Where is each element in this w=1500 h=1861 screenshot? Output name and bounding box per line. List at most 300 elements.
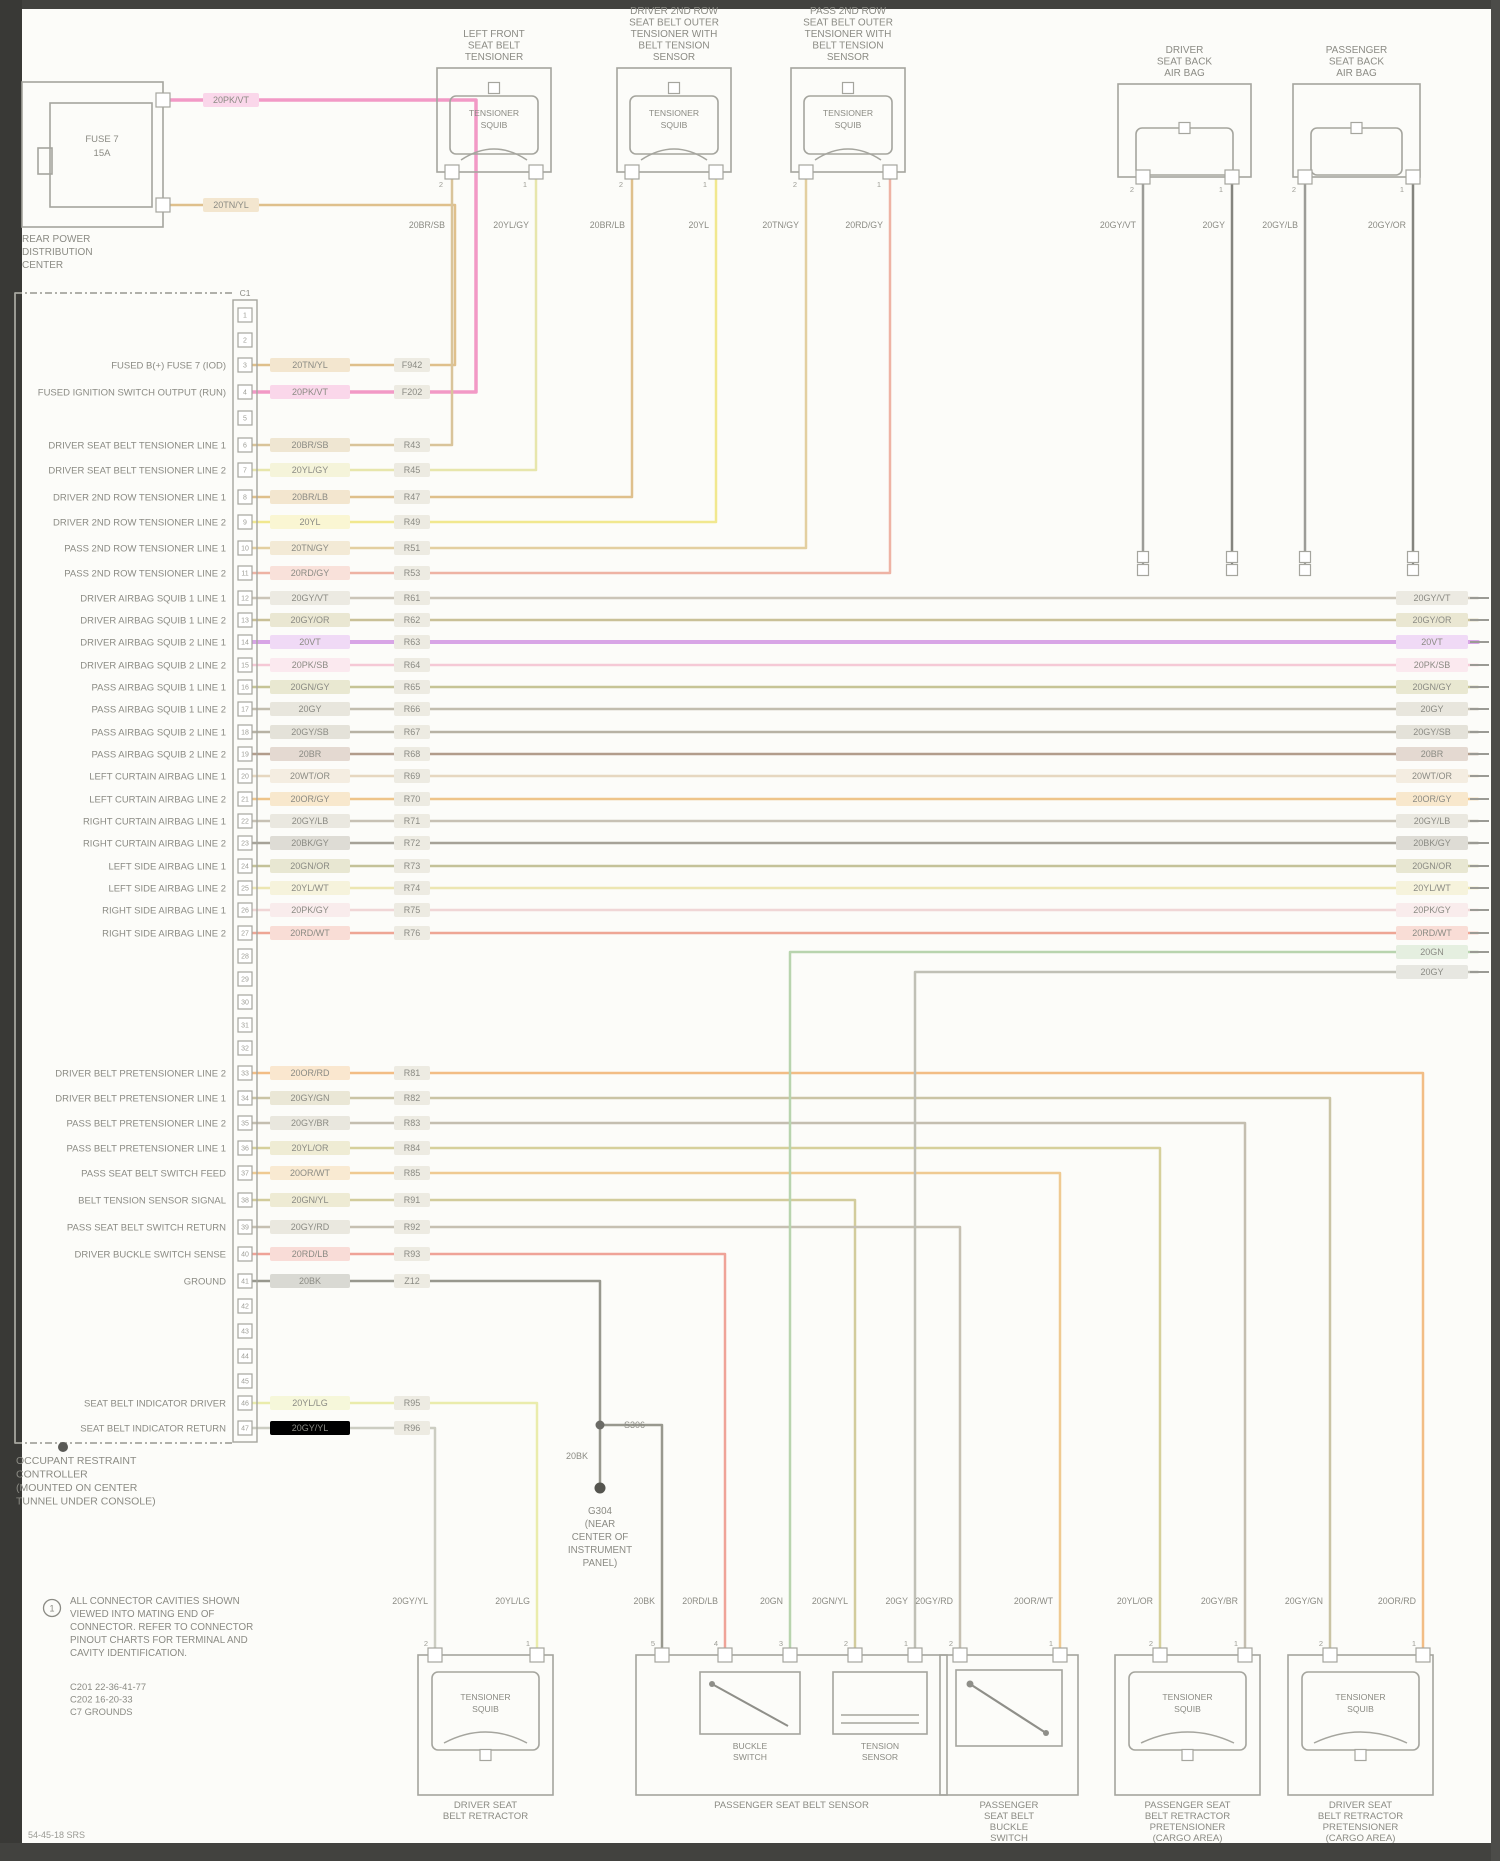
wire-code: 20GN <box>1420 947 1444 958</box>
wire-code: 20YL/GY <box>493 220 529 230</box>
connector-pin <box>625 165 639 179</box>
pin-number: 29 <box>241 976 249 984</box>
wire-code: 20GY/RD <box>915 1596 953 1606</box>
switch-contact <box>1043 1730 1049 1736</box>
pin-number: 28 <box>241 953 249 961</box>
pin-number: 2 <box>1148 1639 1153 1648</box>
connector-pin <box>480 1750 491 1761</box>
wire-code: 20BK/GY <box>291 838 329 849</box>
power-box-label: REAR POWER <box>22 234 91 245</box>
power-box-label: CENTER <box>22 260 64 271</box>
connector-pin <box>1227 552 1238 563</box>
splice-dot <box>596 1421 605 1430</box>
ground-dot <box>595 1483 606 1494</box>
pin-number: 2 <box>618 180 624 189</box>
wire-code: 20PK/GY <box>291 905 329 916</box>
wire-code: 20TN/YL <box>213 200 249 211</box>
component-title: SEAT BELT <box>467 40 521 52</box>
module-name: (MOUNTED ON CENTER <box>16 1482 138 1494</box>
connector-pin <box>1355 1750 1366 1761</box>
component-title: TENSIONER <box>464 52 524 63</box>
circuit-id: R82 <box>403 1093 421 1104</box>
pin-number: 1 <box>1399 185 1405 194</box>
wire-code: 20RD/WT <box>1412 928 1452 939</box>
circuit-id: R81 <box>403 1068 421 1079</box>
component-title: AIR BAG <box>1164 68 1205 79</box>
pin-function-label: PASS AIRBAG SQUIB 1 LINE 2 <box>91 704 226 716</box>
circuit-id: R43 <box>403 440 421 451</box>
pin-number: 3 <box>778 1639 783 1648</box>
circuit-id: Z12 <box>404 1276 420 1287</box>
connector-pin <box>428 1648 442 1662</box>
pin-number: 22 <box>241 818 249 826</box>
pin-function-label: RIGHT SIDE AIRBAG LINE 1 <box>102 905 226 917</box>
wire-code: 20YL/OR <box>1116 1596 1153 1606</box>
wire-code: 20GY <box>1420 967 1444 978</box>
wire-code: 20GY/LB <box>1262 220 1298 230</box>
pin-function-label: PASS 2ND ROW TENSIONER LINE 1 <box>64 543 226 555</box>
pin-number: 10 <box>241 545 249 553</box>
pin-number: 16 <box>241 684 249 692</box>
component-title: SEAT BELT OUTER <box>629 17 719 29</box>
diagram-label: TENSIONER <box>822 108 874 118</box>
connector-id: C1 <box>239 288 251 298</box>
wire-code: 20YL/OR <box>291 1143 329 1154</box>
component-title: PRETENSIONER <box>1322 1822 1399 1833</box>
component-title: (CARGO AREA) <box>1152 1833 1223 1844</box>
wire-code: 20GY/VT <box>291 593 329 604</box>
pin-number: 32 <box>241 1045 249 1053</box>
component-title: PASSENGER SEAT <box>1144 1800 1231 1811</box>
pin-number: 2 <box>843 1639 848 1648</box>
wire-code: 20YL/LG <box>495 1596 530 1606</box>
diagram-label: TENSIONER <box>460 1692 511 1702</box>
pin-number: 31 <box>241 1022 249 1030</box>
pin-number: 19 <box>241 751 249 759</box>
pin-number: 7 <box>243 467 247 475</box>
pin-number: 6 <box>243 442 247 450</box>
pin-function-label: LEFT SIDE AIRBAG LINE 2 <box>108 883 226 895</box>
connector-pin <box>1416 1648 1430 1662</box>
pin-number: 1 <box>1048 1639 1053 1648</box>
component-title: TENSIONER WITH <box>804 29 892 40</box>
wire-code: 20GY/OR <box>290 615 330 626</box>
pin-function-label: DRIVER AIRBAG SQUIB 1 LINE 1 <box>80 593 226 605</box>
pin-number: 1 <box>1411 1639 1416 1648</box>
connector-pin <box>530 1648 544 1662</box>
ground-label: CENTER OF <box>571 1532 629 1543</box>
wire-code: 20RD/GY <box>290 568 330 579</box>
connector-pin <box>1406 170 1420 184</box>
diagram-label: FUSE 7 <box>85 134 119 145</box>
wire-code: 20GY/SB <box>1413 727 1451 738</box>
wire-code: 20BK <box>633 1596 655 1606</box>
connector-pin <box>848 1648 862 1662</box>
component-title: BELT TENSION <box>812 40 884 52</box>
wire-code: 20GN/YL <box>291 1195 329 1206</box>
pin-number: 24 <box>241 863 249 871</box>
connector-pin <box>883 165 897 179</box>
pin-number: 21 <box>241 796 249 804</box>
circuit-id: R84 <box>403 1143 421 1154</box>
circuit-id: R47 <box>403 492 421 503</box>
circuit-id: R75 <box>403 905 421 916</box>
pin-function-label: SEAT BELT INDICATOR RETURN <box>80 1423 226 1435</box>
wire-code: 20BK <box>565 1451 588 1461</box>
wire-code: 20WT/OR <box>1411 771 1453 782</box>
connector-pin <box>1227 565 1238 576</box>
note-text: C202 16-20-33 <box>70 1693 133 1705</box>
component-title: SEAT BELT OUTER <box>803 17 893 29</box>
pin-number: 46 <box>241 1400 249 1408</box>
wire-code: 20YL/GY <box>291 465 329 476</box>
pin-function-label: LEFT SIDE AIRBAG LINE 1 <box>108 861 226 873</box>
connector-pin <box>156 198 170 212</box>
connector-pin <box>1182 1750 1193 1761</box>
component-title: PASSENGER SEAT BELT SENSOR <box>714 1800 869 1811</box>
connector-pin <box>1298 170 1312 184</box>
wire-code: 20YL <box>688 220 709 230</box>
pin-function-label: PASS BELT PRETENSIONER LINE 1 <box>66 1143 226 1155</box>
circuit-id: R67 <box>403 727 421 738</box>
pin-function-label: DRIVER AIRBAG SQUIB 1 LINE 2 <box>80 615 226 627</box>
wire-code: 20YL/LG <box>292 1398 328 1409</box>
pin-function-label: GROUND <box>183 1276 226 1288</box>
pin-number: 1 <box>525 1639 530 1648</box>
pin-number: 43 <box>241 1328 249 1336</box>
connector-pin <box>1351 123 1362 134</box>
circuit-id: R63 <box>403 637 421 648</box>
frame-right <box>1491 0 1500 1861</box>
connector-pin <box>709 165 723 179</box>
pin-number: 1 <box>1218 185 1224 194</box>
pin-function-label: LEFT CURTAIN AIRBAG LINE 2 <box>89 794 226 806</box>
component-title: SENSOR <box>826 52 870 63</box>
module-name: TUNNEL UNDER CONSOLE) <box>16 1495 156 1508</box>
wire-code: 20VT <box>1421 637 1443 648</box>
pin-function-label: SEAT BELT INDICATOR DRIVER <box>83 1398 226 1410</box>
pin-number: 1 <box>243 312 247 320</box>
pin-function-label: DRIVER AIRBAG SQUIB 2 LINE 2 <box>80 660 226 672</box>
frame-bottom <box>0 1843 1500 1861</box>
wire-code: 20BR <box>298 749 322 760</box>
pin-function-label: DRIVER 2ND ROW TENSIONER LINE 1 <box>53 492 226 504</box>
pin-function-label: PASS AIRBAG SQUIB 2 LINE 1 <box>91 727 226 739</box>
ground-label: G304 <box>588 1506 612 1517</box>
wire-code: 20RD/LB <box>291 1249 329 1260</box>
pin-number: 33 <box>241 1070 249 1078</box>
component-title: BELT TENSION <box>638 40 710 52</box>
wire-code: 20PK/VT <box>212 95 250 106</box>
connector-pin <box>529 165 543 179</box>
pin-number: 25 <box>241 885 249 893</box>
pin-number: 4 <box>713 1639 718 1648</box>
pin-number: 26 <box>241 907 249 915</box>
diagram-label: TENSION <box>860 1741 900 1751</box>
diagram-label: SQUIB <box>472 1704 499 1714</box>
wire-code: 20GY/BR <box>1200 1596 1238 1606</box>
connector-pin <box>953 1648 967 1662</box>
pin-number: 2 <box>948 1639 953 1648</box>
pin-function-label: PASS BELT PRETENSIONER LINE 2 <box>66 1118 226 1130</box>
wire-code: 20TN/GY <box>762 220 799 230</box>
component-title: DRIVER <box>1165 45 1204 56</box>
wire-code: 20OR/GY <box>1412 794 1452 805</box>
wire-code: 20GY/OR <box>1412 615 1452 626</box>
pin-number: 30 <box>241 999 249 1007</box>
pin-function-label: RIGHT SIDE AIRBAG LINE 2 <box>102 928 226 940</box>
pin-function-label: DRIVER AIRBAG SQUIB 2 LINE 1 <box>80 637 226 649</box>
pin-function-label: FUSED IGNITION SWITCH OUTPUT (RUN) <box>37 387 226 399</box>
pin-number: 34 <box>241 1095 249 1103</box>
wire-code: 20BR <box>1420 749 1444 760</box>
connector-pin <box>1179 123 1190 134</box>
frame-top <box>0 0 1500 9</box>
connector-pin <box>1138 552 1149 563</box>
wire-code: 20GY/YL <box>392 1596 428 1606</box>
wire-code: 20OR/WT <box>289 1168 331 1179</box>
ground-label: (NEAR <box>584 1519 616 1530</box>
circuit-id: R68 <box>403 749 421 760</box>
note-text: CAVITY IDENTIFICATION. <box>70 1648 188 1659</box>
pin-function-label: BELT TENSION SENSOR SIGNAL <box>78 1195 226 1207</box>
wire-code: 20GY <box>298 704 322 715</box>
ground-label: PANEL) <box>582 1558 618 1569</box>
connector-pin <box>799 165 813 179</box>
pin-number: 2 <box>792 180 798 189</box>
pin-number: 35 <box>241 1120 249 1128</box>
diagram-label: TENSIONER <box>648 108 700 118</box>
pin-function-label: DRIVER SEAT BELT TENSIONER LINE 2 <box>48 465 226 477</box>
pin-number: 1 <box>522 180 528 189</box>
component-title: SWITCH <box>990 1833 1028 1844</box>
circuit-id: R96 <box>403 1423 421 1434</box>
note-text: CONNECTOR. REFER TO CONNECTOR <box>70 1622 254 1633</box>
pin-number: 2 <box>438 180 444 189</box>
component-title: PASS 2ND ROW <box>810 6 886 17</box>
diagram-label: TENSIONER <box>1335 1692 1386 1702</box>
wire-code: 20YL <box>299 517 321 528</box>
connector-pin <box>655 1648 669 1662</box>
connector-pin <box>1153 1648 1167 1662</box>
pin-number: 2 <box>1129 185 1135 194</box>
wire-code: 20GY <box>1202 220 1225 230</box>
note-text: ALL CONNECTOR CAVITIES SHOWN <box>70 1596 240 1607</box>
connector-pin <box>1138 565 1149 576</box>
wire-code: 20YL/WT <box>1413 883 1451 894</box>
pin-number: 47 <box>241 1425 249 1433</box>
pin-number: 40 <box>241 1251 249 1259</box>
circuit-id: R83 <box>403 1118 421 1129</box>
wire-code: 20GY/SB <box>291 727 329 738</box>
note-text: C201 22-36-41-77 <box>70 1681 147 1692</box>
connector-pin <box>1136 170 1150 184</box>
circuit-id: R51 <box>403 543 421 554</box>
wire-code: 20OR/WT <box>1013 1596 1053 1606</box>
component-title: (CARGO AREA) <box>1325 1833 1396 1844</box>
wire-code: 20BR/LB <box>291 492 329 503</box>
wire-code: 20GY/VT <box>1413 593 1451 604</box>
ground-label: INSTRUMENT <box>567 1545 633 1556</box>
circuit-id: R69 <box>403 771 421 782</box>
diagram-label: TENSIONER <box>1162 1692 1213 1702</box>
wire-code: 20RD/WT <box>290 928 330 939</box>
circuit-id: R61 <box>403 593 421 604</box>
pin-function-label: DRIVER BELT PRETENSIONER LINE 1 <box>55 1093 226 1105</box>
pin-function-label: PASS SEAT BELT SWITCH FEED <box>81 1168 226 1180</box>
wire-code: 20GY <box>885 1596 908 1606</box>
pin-number: 41 <box>241 1278 249 1286</box>
component-title: PASSENGER <box>979 1800 1039 1811</box>
wire-code: 20RD/LB <box>682 1596 718 1606</box>
pin-number: 1 <box>1233 1639 1238 1648</box>
pin-function-label: PASS AIRBAG SQUIB 2 LINE 2 <box>91 749 226 761</box>
wire-code: 20PK/SB <box>291 660 329 671</box>
wire-code: 20OR/RD <box>290 1068 330 1079</box>
wire-code: 20OR/GY <box>290 794 330 805</box>
note-number: 1 <box>49 1603 55 1614</box>
pin-number: 39 <box>241 1224 249 1232</box>
pin-number: 45 <box>241 1378 249 1386</box>
pin-number: 2 <box>1291 185 1297 194</box>
component-title: DRIVER SEAT <box>1328 1800 1393 1811</box>
pin-function-label: DRIVER BUCKLE SWITCH SENSE <box>74 1249 226 1261</box>
junction-dot <box>58 1442 68 1452</box>
circuit-id: F202 <box>401 387 423 398</box>
power-box-label: DISTRIBUTION <box>22 247 93 258</box>
pin-function-label: RIGHT CURTAIN AIRBAG LINE 2 <box>82 838 226 850</box>
pin-function-label: FUSED B(+) FUSE 7 (IOD) <box>111 360 226 372</box>
module-name: OCCUPANT RESTRAINT <box>16 1455 137 1467</box>
wire-code: 20GY/OR <box>1367 220 1406 230</box>
diagram-label: SQUIB <box>834 120 862 130</box>
component-title: SEAT BELT <box>983 1811 1035 1822</box>
wire-code: 20VT <box>299 637 321 648</box>
component-title: TENSIONER WITH <box>630 29 718 40</box>
pin-number: 1 <box>702 180 708 189</box>
component-title: BUCKLE <box>989 1822 1029 1833</box>
splice-id: S306 <box>624 1420 646 1430</box>
wire-code: 20BK <box>298 1276 322 1287</box>
circuit-id: R64 <box>403 660 421 671</box>
pin-number: 44 <box>241 1353 249 1361</box>
note-text: VIEWED INTO MATING END OF <box>70 1609 215 1620</box>
wire-code: 20BR/SB <box>291 440 329 451</box>
connector-pin <box>843 83 854 94</box>
wire-code: 20GN/GY <box>290 682 330 693</box>
wire-code: 20GY/GN <box>1284 1596 1323 1606</box>
pin-number: 9 <box>243 519 247 527</box>
pin-number: 2 <box>1318 1639 1323 1648</box>
circuit-id: R93 <box>403 1249 421 1260</box>
wire-code: 20GY/GN <box>290 1093 330 1104</box>
wire-code: 20YL/WT <box>291 883 329 894</box>
wire-code: 20TN/YL <box>292 360 328 371</box>
component-title: AIR BAG <box>1336 68 1377 79</box>
diagram-label: BUCKLE <box>732 1741 768 1751</box>
wire-code: 20RD/GY <box>845 220 883 230</box>
circuit-id: R45 <box>403 465 421 476</box>
wire-code: 20TN/GY <box>291 543 329 554</box>
pin-function-label: DRIVER SEAT BELT TENSIONER LINE 1 <box>48 440 226 452</box>
wire-code: 20PK/SB <box>1413 660 1451 671</box>
diagram-label: SQUIB <box>1347 1704 1374 1714</box>
wire-code: 20GY/BR <box>290 1118 330 1129</box>
pin-number: 37 <box>241 1170 249 1178</box>
wire-code: 20GN/OR <box>1412 861 1452 872</box>
circuit-id: R91 <box>403 1195 421 1206</box>
connector-pin <box>1053 1648 1067 1662</box>
wire-code: 20GN/OR <box>290 861 330 872</box>
pin-number: 17 <box>241 706 249 714</box>
component-title: SENSOR <box>652 52 696 63</box>
pin-number: 1 <box>903 1639 908 1648</box>
component-title: BELT RETRACTOR <box>442 1811 529 1822</box>
frame-left <box>0 0 22 1861</box>
wire-code: 20PK/GY <box>1413 905 1451 916</box>
wire-code: 20GY/LB <box>291 816 329 827</box>
pin-function-label: DRIVER 2ND ROW TENSIONER LINE 2 <box>53 517 226 529</box>
diagram-label: SENSOR <box>861 1752 899 1762</box>
connector-pin <box>1238 1648 1252 1662</box>
wire-code: 20GY <box>1420 704 1444 715</box>
wire-code: 20BR/SB <box>408 220 445 230</box>
component-title: SEAT BACK <box>1328 56 1385 68</box>
connector-pin <box>1300 565 1311 576</box>
pin-function-label: PASS AIRBAG SQUIB 1 LINE 1 <box>91 682 226 694</box>
pin-function-label: PASS 2ND ROW TENSIONER LINE 2 <box>64 568 226 580</box>
wire-code: 20GN/YL <box>811 1596 848 1606</box>
pin-number: 8 <box>243 494 247 502</box>
circuit-id: R49 <box>403 517 421 528</box>
pin-number: 2 <box>243 337 247 345</box>
component-title: PASSENGER <box>1325 45 1388 56</box>
note-text: PINOUT CHARTS FOR TERMINAL AND <box>70 1635 248 1646</box>
circuit-id: R65 <box>403 682 421 693</box>
diagram-label: SQUIB <box>1174 1704 1201 1714</box>
connector-pin <box>445 165 459 179</box>
connector-pin <box>1408 565 1419 576</box>
connector-pin <box>783 1648 797 1662</box>
pin-number: 23 <box>241 840 249 848</box>
pin-function-label: PASS SEAT BELT SWITCH RETURN <box>66 1222 226 1234</box>
circuit-id: R73 <box>403 861 421 872</box>
wire-code: 20PK/VT <box>291 387 329 398</box>
connector-pin <box>1408 552 1419 563</box>
diagram-label: SQUIB <box>480 120 508 130</box>
pin-number: 5 <box>650 1639 655 1648</box>
pin-number: 14 <box>241 639 249 647</box>
component-title: SEAT BACK <box>1156 56 1213 68</box>
pin-number: 1 <box>876 180 882 189</box>
diagram-id: 54-45-18 SRS <box>28 1830 86 1840</box>
pin-number: 5 <box>243 415 247 423</box>
pin-function-label: LEFT CURTAIN AIRBAG LINE 1 <box>89 771 226 783</box>
wire-code: 20GY/LB <box>1413 816 1451 827</box>
circuit-id: R71 <box>403 816 421 827</box>
wire-code: 20BR/LB <box>589 220 625 230</box>
pin-number: 20 <box>241 773 249 781</box>
component-title: BELT RETRACTOR <box>1144 1811 1231 1822</box>
wire-code: 20BK/GY <box>1413 838 1451 849</box>
circuit-id: R95 <box>403 1398 421 1409</box>
diagram-label: SQUIB <box>660 120 688 130</box>
pin-number: 27 <box>241 930 249 938</box>
wire-code: 20GN/GY <box>1412 682 1452 693</box>
note-text: C7 GROUNDS <box>70 1706 133 1717</box>
wire-code: 20GY/RD <box>290 1222 330 1233</box>
wire-code: 20GN <box>760 1596 783 1606</box>
